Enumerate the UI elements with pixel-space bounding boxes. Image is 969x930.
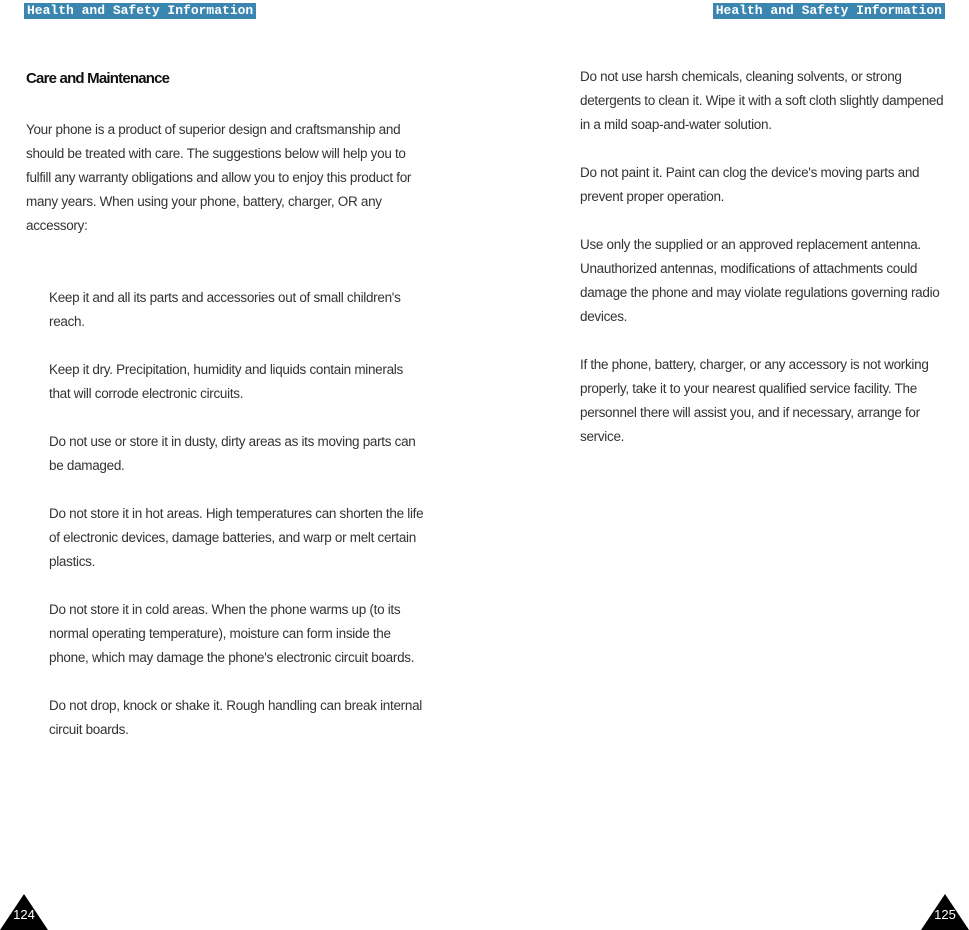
care-tip: Do not drop, knock or shake it. Rough handling can break internal circuit boards. xyxy=(49,698,422,737)
page-number: 124 xyxy=(13,907,35,922)
intro-paragraph: Your phone is a product of superior design and craftsmanship and should be treated with care. The suggestions below will help you to fulfill any warranty obligations and allow you to enjoy this product for many years. When using your phone, battery, charger, OR any accessory: xyxy=(26,122,412,233)
left-page xyxy=(0,0,480,930)
section-header-tag: Health and Safety Information xyxy=(24,3,256,19)
care-paragraph: If the phone, battery, charger, or any accessory is not working properly, take it to your nearest qualified service facility. The personnel there will assist you, and if necessary, arrange for service. xyxy=(580,357,929,444)
care-tip: Keep it dry. Precipitation, humidity and liquids contain minerals that will corrode electronic circuits. xyxy=(49,362,403,401)
care-tips-continued xyxy=(580,65,950,473)
care-paragraph: Use only the supplied or an approved replacement antenna. Unauthorized antennas, modifications of attachments could damage the phone and may violate regulations governing radio devices. xyxy=(580,237,940,324)
right-page xyxy=(480,0,969,930)
section-header-tag: Health and Safety Information xyxy=(713,3,945,19)
care-paragraph: Do not use harsh chemicals, cleaning solvents, or strong detergents to clean it. Wipe it with a soft cloth slightly dampened in a mild soap-and-water solution. xyxy=(580,69,944,132)
care-tip: Do not store it in hot areas. High temperatures can shorten the life of electronic devices, damage batteries, and warp or melt certain plastics. xyxy=(49,506,424,569)
care-tips-list xyxy=(49,286,424,766)
care-paragraph: Do not paint it. Paint can clog the device's moving parts and prevent proper operation. xyxy=(580,165,920,204)
care-tip: Do not use or store it in dusty, dirty areas as its moving parts can be damaged. xyxy=(49,434,416,473)
page-number: 125 xyxy=(934,907,956,922)
page-title: Care and Maintenance xyxy=(26,70,170,87)
care-tip: Do not store it in cold areas. When the phone warms up (to its normal operating temperature), moisture can form inside the phone, which may damage the phone's electronic circuit boards. xyxy=(49,602,415,665)
care-tip: Keep it and all its parts and accessories out of small children's reach. xyxy=(49,290,401,329)
